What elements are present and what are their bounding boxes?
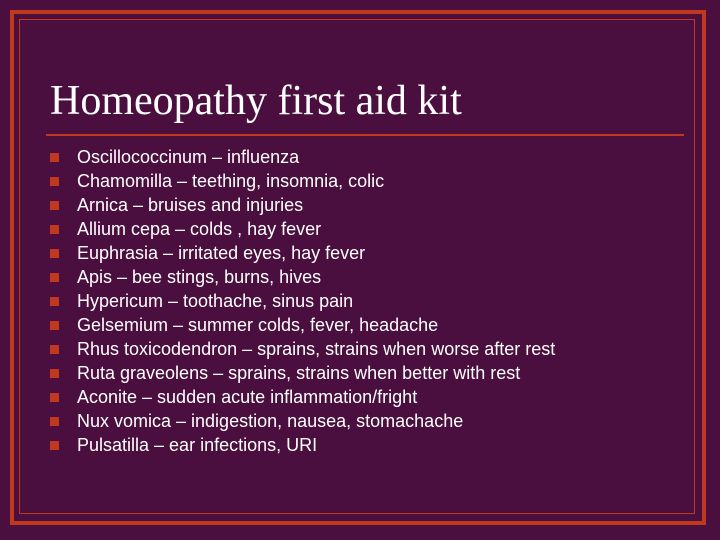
list-item-text: Euphrasia – irritated eyes, hay fever xyxy=(77,243,366,263)
list-item xyxy=(50,169,555,193)
list-item xyxy=(50,145,555,169)
list-item-text: Gelsemium – summer colds, fever, headache xyxy=(77,315,439,335)
list-item xyxy=(50,433,555,457)
square-bullet-icon xyxy=(50,177,59,186)
square-bullet-icon xyxy=(50,393,59,402)
list-item-text: Pulsatilla – ear infections, URI xyxy=(77,435,318,455)
square-bullet-icon xyxy=(50,345,59,354)
list-item-text: Nux vomica – indigestion, nausea, stomachache xyxy=(77,411,464,431)
square-bullet-icon xyxy=(50,297,59,306)
square-bullet-icon xyxy=(50,201,59,210)
list-item-text: Allium cepa – colds , hay fever xyxy=(77,219,322,239)
list-item xyxy=(50,193,555,217)
square-bullet-icon xyxy=(50,153,59,162)
list-item xyxy=(50,337,555,361)
list-item xyxy=(50,361,555,385)
list-item-text: Apis – bee stings, burns, hives xyxy=(77,267,322,287)
list-item xyxy=(50,217,555,241)
list-item-text: Chamomilla – teething, insomnia, colic xyxy=(77,171,385,191)
list-item xyxy=(50,409,555,433)
slide-title: Homeopathy first aid kit xyxy=(50,78,462,124)
list-item xyxy=(50,313,555,337)
remedy-list xyxy=(50,145,555,457)
list-item xyxy=(50,241,555,265)
square-bullet-icon xyxy=(50,273,59,282)
square-bullet-icon xyxy=(50,369,59,378)
list-item-text: Oscillococcinum – influenza xyxy=(77,147,300,167)
square-bullet-icon xyxy=(50,249,59,258)
square-bullet-icon xyxy=(50,441,59,450)
list-item xyxy=(50,265,555,289)
list-item-text: Rhus toxicodendron – sprains, strains when worse after rest xyxy=(77,339,556,359)
title-divider xyxy=(46,134,684,136)
square-bullet-icon xyxy=(50,321,59,330)
list-item-text: Aconite – sudden acute inflammation/fright xyxy=(77,387,418,407)
list-item xyxy=(50,289,555,313)
list-item-text: Arnica – bruises and injuries xyxy=(77,195,304,215)
list-item-text: Hypericum – toothache, sinus pain xyxy=(77,291,354,311)
square-bullet-icon xyxy=(50,417,59,426)
list-item-text: Ruta graveolens – sprains, strains when better with rest xyxy=(77,363,521,383)
square-bullet-icon xyxy=(50,225,59,234)
list-item xyxy=(50,385,555,409)
